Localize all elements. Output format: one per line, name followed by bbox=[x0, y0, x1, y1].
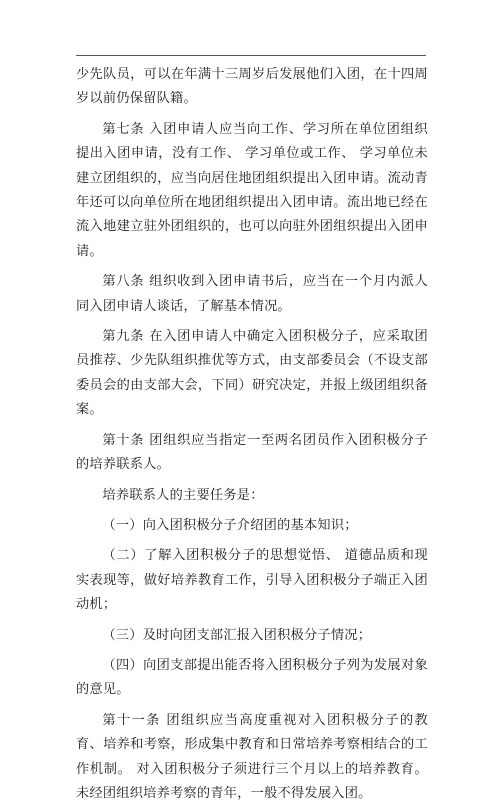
paragraph-article-10: 第十条 团组织应当指定一至两名团员作入团积极分子的培养联系人。 bbox=[76, 432, 428, 473]
header-rule bbox=[76, 55, 426, 56]
paragraph-tasks-intro: 培养联系人的主要任务是： bbox=[102, 487, 264, 503]
paragraph-task-3: （三）及时向团支部汇报入团积极分子情况； bbox=[102, 627, 372, 643]
paragraph-continuation: 少先队员，可以在年满十三周岁后发展他们入团，在十四周岁以前仍保留队籍。 bbox=[76, 67, 428, 107]
document-body bbox=[76, 63, 428, 812]
paragraph-article-11: 第十一条 团组织应当高度重视对入团积极分子的教育、培养和考察，形成集中教育和日常培养考察相结合的工作机制。 对入团积极分子须进行三个月以上的培养教育。 未经团组织培养考察的青年，一般不得发展入团。 bbox=[76, 712, 428, 801]
paragraph-task-2: （二）了解入团积极分子的思想觉悟、 道德品质和现实表现等，做好培养教育工作，引导入团积极分子端正入团动机； bbox=[76, 548, 428, 613]
paragraph-article-9: 第九条 在入团申请人中确定入团积极分子，应采取团员推荐、少先队组织推优等方式，由支部委员会（不设支部委员会的由支部大会，下同）研究决定，并报上级团组织备案。 bbox=[76, 329, 428, 418]
paragraph-article-7: 第七条 入团申请人应当向工作、学习所在单位团组织提出入团申请，没有工作、 学习单位或工作、 学习单位未建立团组织的，应当向居住地团组织提出入团申请。流动青年还可以向单位所在地团组织提出入团申请。流出地已经在流入地建立驻外团组织的，也可以向驻外团组织提出入团申请。 bbox=[76, 121, 428, 259]
paragraph-task-4: （四）向团支部提出能否将入团积极分子列为发展对象的意见。 bbox=[76, 657, 428, 698]
paragraph-article-8: 第八条 组织收到入团申请书后，应当在一个月内派人同入团申请人谈话，了解基本情况。 bbox=[76, 274, 428, 314]
paragraph-task-1: （一）向入团积极分子介绍团的基本知识； bbox=[102, 517, 358, 533]
